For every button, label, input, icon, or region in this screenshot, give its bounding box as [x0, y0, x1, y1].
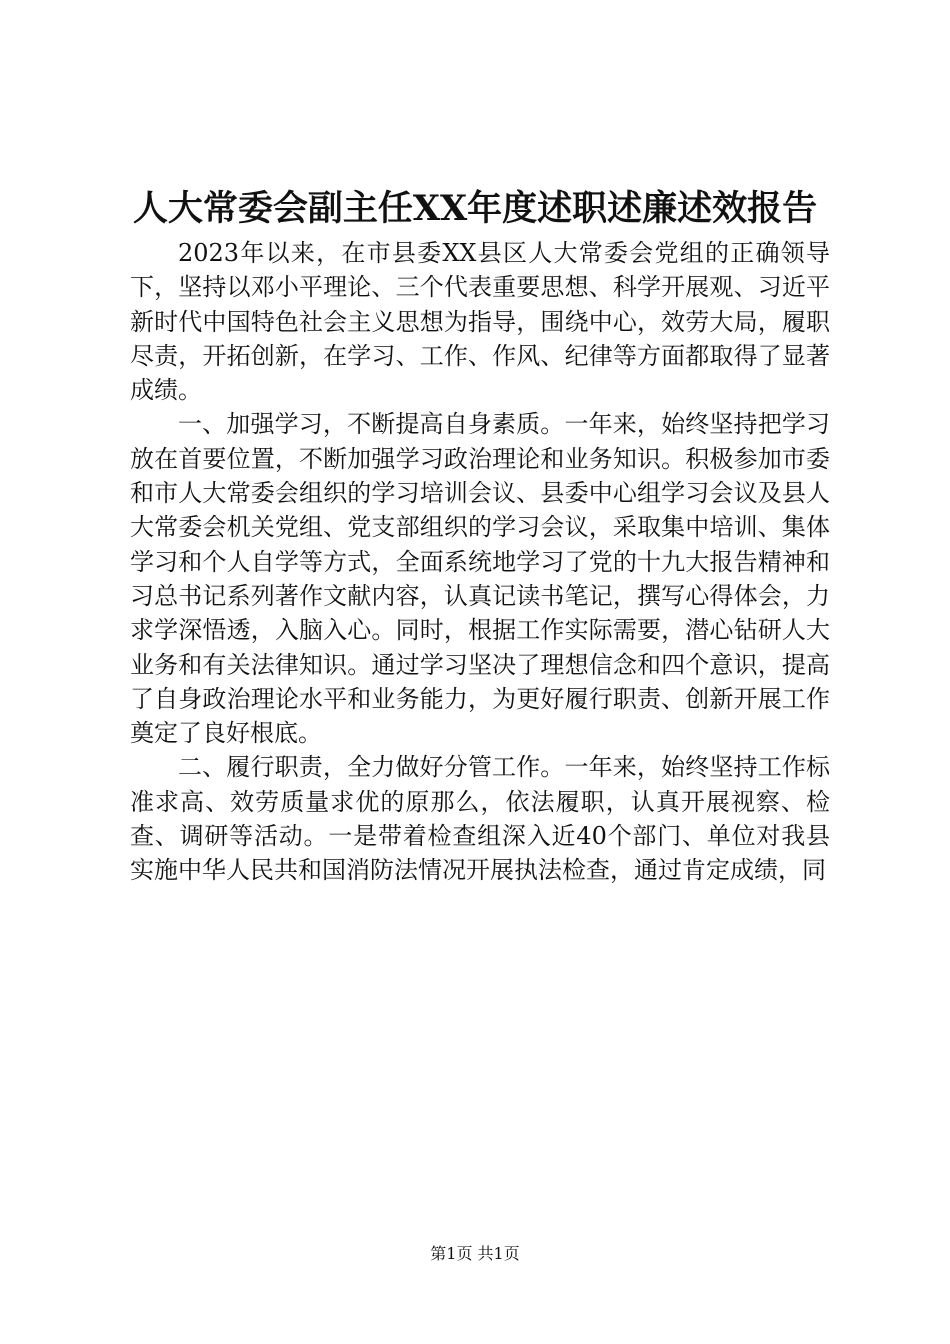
paragraph-intro: 2023年以来，在市县委XX县区人大常委会党组的正确领导下，坚持以邓小平理论、三个代表重要思想、科学开展观、习近平新时代中国特色社会主义思想为指导，围绕中心，效劳大局，履职尽责，开拓创新，在学习、工作、作风、纪律等方面都取得了显著成绩。 — [130, 239, 830, 405]
document-body — [130, 236, 830, 888]
document-title: 人大常委会副主任XX年度述职述廉述效报告 — [132, 188, 818, 229]
paragraph-duties: 二、履行职责，全力做好分管工作。一年来，始终坚持工作标准求高、效劳质量求优的原那么，依法履职，认真开展视察、检查、调研等活动。一是带着检查组深入近40个部门、单位对我县实施中华人民共和国消防法情况开展执法检查，通过肯定成绩，同 — [130, 753, 830, 885]
page-footer: 第1页 共1页 — [430, 1244, 520, 1263]
paragraph-study: 一、加强学习，不断提高自身素质。一年来，始终坚持把学习放在首要位置，不断加强学习政治理论和业务知识。积极参加市委和市人大常委会组织的学习培训会议、县委中心组学习会议及县人大常委会机关党组、党支部组织的学习会议，采取集中培训、集体学习和个人自学等方式，全面系统地学习了党的十九大报告精神和习总书记系列著作文献内容，认真记读书笔记，撰写心得体会，力求学深悟透，入脑入心。同时，根据工作实际需要，潜心钻研人大业务和有关法律知识。通过学习坚决了理想信念和四个意识，提高了自身政治理论水平和业务能力，为更好履行职责、创新开展工作奠定了良好根底。 — [130, 410, 830, 748]
